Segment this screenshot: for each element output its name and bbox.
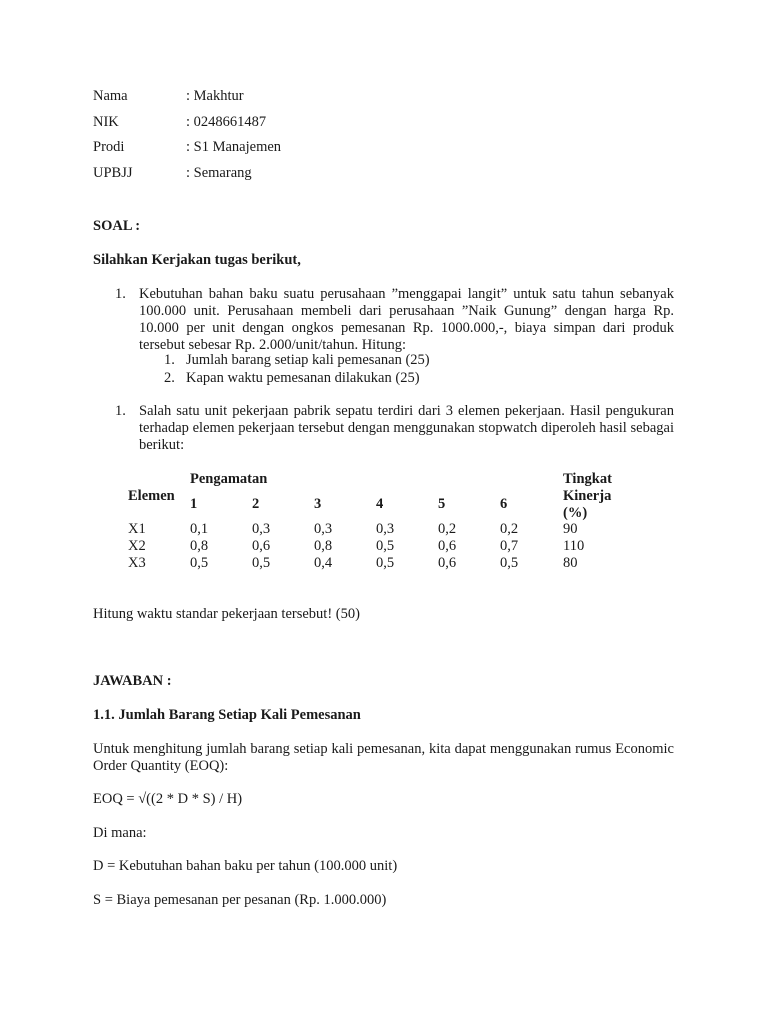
eoq-formula: EOQ = √((2 * D * S) / H) <box>93 791 243 807</box>
table-cell: 0,5 <box>190 555 209 571</box>
question-1-subitem-number: 1. <box>164 352 175 368</box>
table-header-tingkat: (%) <box>563 505 588 521</box>
table-header-tingkat: Tingkat <box>563 471 612 487</box>
answer-intro: Untuk menghitung jumlah barang setiap kali pemesanan, kita dapat menggunakan rumus Economic Order Quantity (EOQ): <box>93 741 674 774</box>
table-cell-kinerja: 80 <box>563 555 578 571</box>
table-header-observation: 5 <box>438 496 446 512</box>
table-cell: 0,6 <box>438 538 457 554</box>
info-label-nama: Nama <box>93 88 128 104</box>
question-2-text: Salah satu unit pekerjaan pabrik sepatu terdiri dari 3 elemen pekerjaan. Hasil pengukuran terhadap elemen pekerjaan tersebut dengan menggunakan stopwatch diperoleh hasil sebagai berikut: <box>139 403 674 453</box>
info-label-upbjj: UPBJJ <box>93 165 133 181</box>
table-cell-elemen: X1 <box>128 521 146 537</box>
table-cell: 0,6 <box>252 538 271 554</box>
info-value-prodi: : S1 Manajemen <box>186 139 282 155</box>
table-cell: 0,1 <box>190 521 209 537</box>
table-cell: 0,6 <box>438 555 457 571</box>
table-cell: 0,2 <box>500 521 519 537</box>
table-header-observation: 1 <box>190 496 198 512</box>
table-header-observation: 2 <box>252 496 260 512</box>
table-cell: 0,5 <box>500 555 519 571</box>
table-cell-kinerja: 110 <box>563 538 585 554</box>
table-cell: 0,3 <box>252 521 271 537</box>
definition-s: S = Biaya pemesanan per pesanan (Rp. 1.000.000) <box>93 892 387 908</box>
table-cell: 0,8 <box>190 538 209 554</box>
table-header-observation: 3 <box>314 496 322 512</box>
table-cell-elemen: X2 <box>128 538 146 554</box>
table-cell: 0,5 <box>252 555 271 571</box>
info-value-nama: : Makhtur <box>186 88 244 104</box>
table-cell: 0,7 <box>500 538 519 554</box>
jawaban-heading: JAWABAN : <box>93 673 172 689</box>
answer-section-heading: 1.1. Jumlah Barang Setiap Kali Pemesanan <box>93 707 361 723</box>
question-1-subitem-text: Kapan waktu pemesanan dilakukan (25) <box>186 370 420 386</box>
question-1-subitem-number: 2. <box>164 370 175 386</box>
question-1-number: 1. <box>115 286 126 302</box>
table-cell-elemen: X3 <box>128 555 146 571</box>
question-2-number: 1. <box>115 403 126 419</box>
question-1-text: Kebutuhan bahan baku suatu perusahaan ”menggapai langit” untuk satu tahun sebanyak 100.000 unit. Perusahaan membeli dari perusahaan ”Naik Gunung” dengan harga Rp. 10.000 per unit dengan ongkos pemesanan Rp. 1000.000,-, biaya simpan dari produk tersebut sebesar Rp. 2.000/unit/tahun. Hitung: <box>139 286 674 353</box>
table-cell: 0,5 <box>376 538 395 554</box>
table-header-observation: 4 <box>376 496 384 512</box>
table-header-tingkat: Kinerja <box>563 488 612 504</box>
table-header-pengamatan: Pengamatan <box>190 471 268 487</box>
definition-d: D = Kebutuhan bahan baku per tahun (100.000 unit) <box>93 858 398 874</box>
instruction-text: Silahkan Kerjakan tugas berikut, <box>93 252 301 268</box>
table-cell: 0,3 <box>376 521 395 537</box>
info-value-upbjj: : Semarang <box>186 165 252 181</box>
table-cell: 0,5 <box>376 555 395 571</box>
question-1-subitem-text: Jumlah barang setiap kali pemesanan (25) <box>186 352 430 368</box>
table-cell: 0,8 <box>314 538 333 554</box>
info-label-nik: NIK <box>93 114 119 130</box>
table-cell: 0,3 <box>314 521 333 537</box>
question-2-prompt: Hitung waktu standar pekerjaan tersebut! (50) <box>93 606 360 622</box>
table-cell: 0,2 <box>438 521 457 537</box>
table-cell-kinerja: 90 <box>563 521 578 537</box>
info-label-prodi: Prodi <box>93 139 125 155</box>
table-cell: 0,4 <box>314 555 333 571</box>
table-header-elemen: Elemen <box>128 488 175 504</box>
info-value-nik: : 0248661487 <box>186 114 267 130</box>
soal-heading: SOAL : <box>93 218 141 234</box>
dimana-text: Di mana: <box>93 825 147 841</box>
table-header-observation: 6 <box>500 496 508 512</box>
